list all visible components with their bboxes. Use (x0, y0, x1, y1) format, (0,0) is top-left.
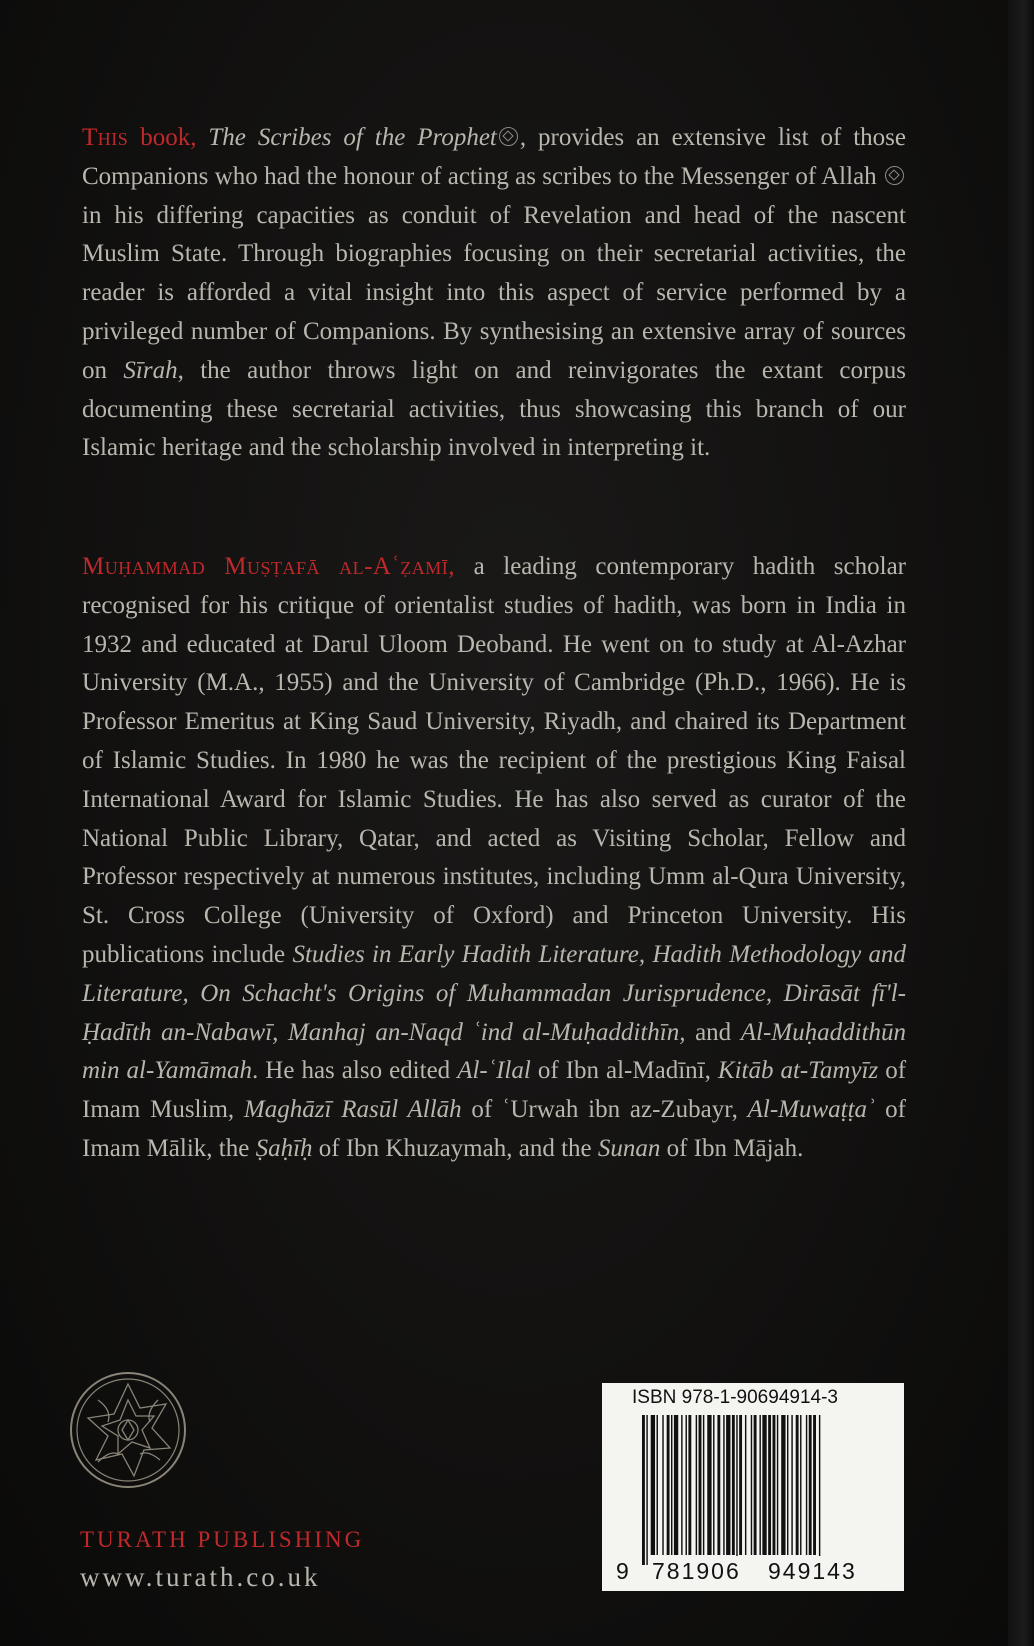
barcode-bar (723, 1415, 724, 1555)
barcode-bar (754, 1415, 757, 1555)
barcode-bar (809, 1415, 812, 1555)
isbn-label: ISBN 978-1-90694914-3 (632, 1387, 838, 1408)
barcode-bar (781, 1415, 785, 1555)
barcode-bar (806, 1415, 807, 1555)
barcode-bar (703, 1415, 704, 1555)
barcode-bar (800, 1415, 801, 1555)
barcode-bar (762, 1415, 766, 1555)
spine-edge (1008, 0, 1034, 1646)
bio-works: Al-Muḥaddithūn min al-Yamāmah (82, 1018, 907, 1085)
barcode-bar (796, 1415, 799, 1555)
barcode-bar (671, 1415, 672, 1555)
barcode-bar (791, 1415, 792, 1555)
bio-text: of Ibn al-Madīnī, (537, 1057, 711, 1085)
bio-text: of Ibn Mājah. (666, 1134, 804, 1162)
barcode-bar (726, 1415, 730, 1555)
barcode-bar (773, 1415, 776, 1555)
barcode-bar (699, 1415, 702, 1555)
sirah-term: Sīrah (123, 356, 178, 384)
barcode-bar (787, 1415, 788, 1555)
bio-text: of Imam Mālik, the (82, 1096, 906, 1162)
barcode-digit-group-2: 949143 (768, 1558, 857, 1584)
bio-works: Maghāzī Rasūl Allāh (243, 1096, 462, 1124)
barcode-bar (642, 1415, 645, 1565)
barcode-bar (759, 1415, 760, 1555)
bio-works: Kitāb at-Tamyīz (717, 1057, 879, 1085)
honorific-icon (885, 166, 904, 185)
barcode-bar (745, 1415, 746, 1555)
barcode-bar (777, 1415, 778, 1555)
bio-works: Ṣaḥīḥ (255, 1134, 313, 1162)
barcode-bar (717, 1415, 720, 1555)
barcode-bar (686, 1415, 687, 1555)
book-title: The Scribes of the Prophet (208, 124, 497, 151)
barcode-bar (681, 1415, 682, 1555)
author-bio-paragraph (82, 548, 906, 1169)
barcode-digit-group-1: 781906 (652, 1558, 741, 1584)
blurb-lead-word-2: book, (140, 124, 197, 151)
barcode-bar (646, 1415, 647, 1565)
barcode-bar (651, 1415, 655, 1555)
barcode-bar (657, 1415, 658, 1555)
blurb-paragraph (82, 119, 906, 468)
bio-text: and (695, 1018, 732, 1046)
bio-text: of ʿUrwah ibn az-Zubayr, (471, 1096, 738, 1124)
blurb-text-3: , the author throws light on and reinvigorates the extant corpus documenting these secretarial activities, thus showcasing this branch of our Islamic heritage and the scholarship involved in interpreting it. (82, 356, 906, 462)
barcode-bar (696, 1415, 697, 1555)
barcode-bar (662, 1415, 663, 1555)
barcode-bar (736, 1415, 737, 1565)
barcode-bar (674, 1415, 678, 1555)
barcode-bar (688, 1415, 691, 1555)
barcode-bar (713, 1415, 714, 1555)
bio-text: of Ibn Khuzaymah, and the (318, 1134, 592, 1162)
blurb-text-2: in his differing capacities as conduit of Revelation and head of the nascent Muslim State. Through biographies focusing on their secretarial activities, the reader is afforded a vital insight into this aspect of service performed by a privileged number of Companions. By synthesising an extensive array of sources on (82, 201, 906, 384)
bio-text: a leading contemporary hadith scholar recognised for his critique of orientalist studies of hadith, was born in India in 1932 and educated at Darul Uloom Deoband. He went on to study at Al-Azhar University (M.A., 1955) and the University of Cambridge (Ph.D., 1966). He is Professor Emeritus at King Saud University, Riyadh, and chaired its Department of Islamic Studies. In 1980 he was the recipient of the prestigious King Faisal International Award for Islamic Studies. He has also served as curator of the National Public Library, Qatar, and acted as Visiting Scholar, Fellow and Professor respectively at numerous institutes, including Umm al-Qura University, St. Cross College (University of Oxford) and Princeton University. His publications include (82, 553, 906, 968)
blurb-text-1: , provides an extensive list of those Companions who had the honour of acting as scribes to the Messenger of Allah (82, 124, 906, 190)
barcode-bar (819, 1415, 820, 1565)
barcode-bar (813, 1415, 816, 1555)
isbn-barcode (602, 1383, 904, 1591)
barcode-bar (707, 1415, 711, 1555)
barcode-bar (732, 1415, 735, 1555)
bio-works: Sunan (597, 1134, 661, 1162)
honorific-icon (499, 127, 518, 146)
barcode-bars (642, 1415, 884, 1565)
blurb-lead-word: This (82, 124, 129, 151)
barcode-bar (768, 1415, 771, 1555)
bio-text: . He has also edited (252, 1057, 451, 1085)
bio-works: Al-Muwaṭṭaʾ (747, 1096, 876, 1124)
author-name: Muḥammad Muṣṭafā al-Aʿẓamī, (82, 553, 456, 580)
bio-works: Studies in Early Hadith Literature, Hadith Methodology and Literature, On Schacht's Origins of Muhammadan Jurisprudence, Dirāsāt fī'l-Ḥadīth an-Nabawī, Manhaj an-Naqd ʿind al-Muḥaddithīn, (82, 940, 906, 1046)
publisher-name: TURATH PUBLISHING (80, 1527, 365, 1552)
barcode-bar (667, 1415, 670, 1555)
publisher-website: www.turath.co.uk (80, 1562, 321, 1592)
bio-works: Al-ʿIlal (457, 1057, 531, 1085)
bio-text: of Imam Muslim, (82, 1057, 907, 1124)
barcode-bar (739, 1415, 742, 1555)
barcode-digits (602, 1556, 904, 1590)
geometric-rosette-emblem-icon (68, 1370, 188, 1490)
barcode-lead-digit: 9 (616, 1558, 629, 1584)
barcode-bar (751, 1415, 752, 1555)
